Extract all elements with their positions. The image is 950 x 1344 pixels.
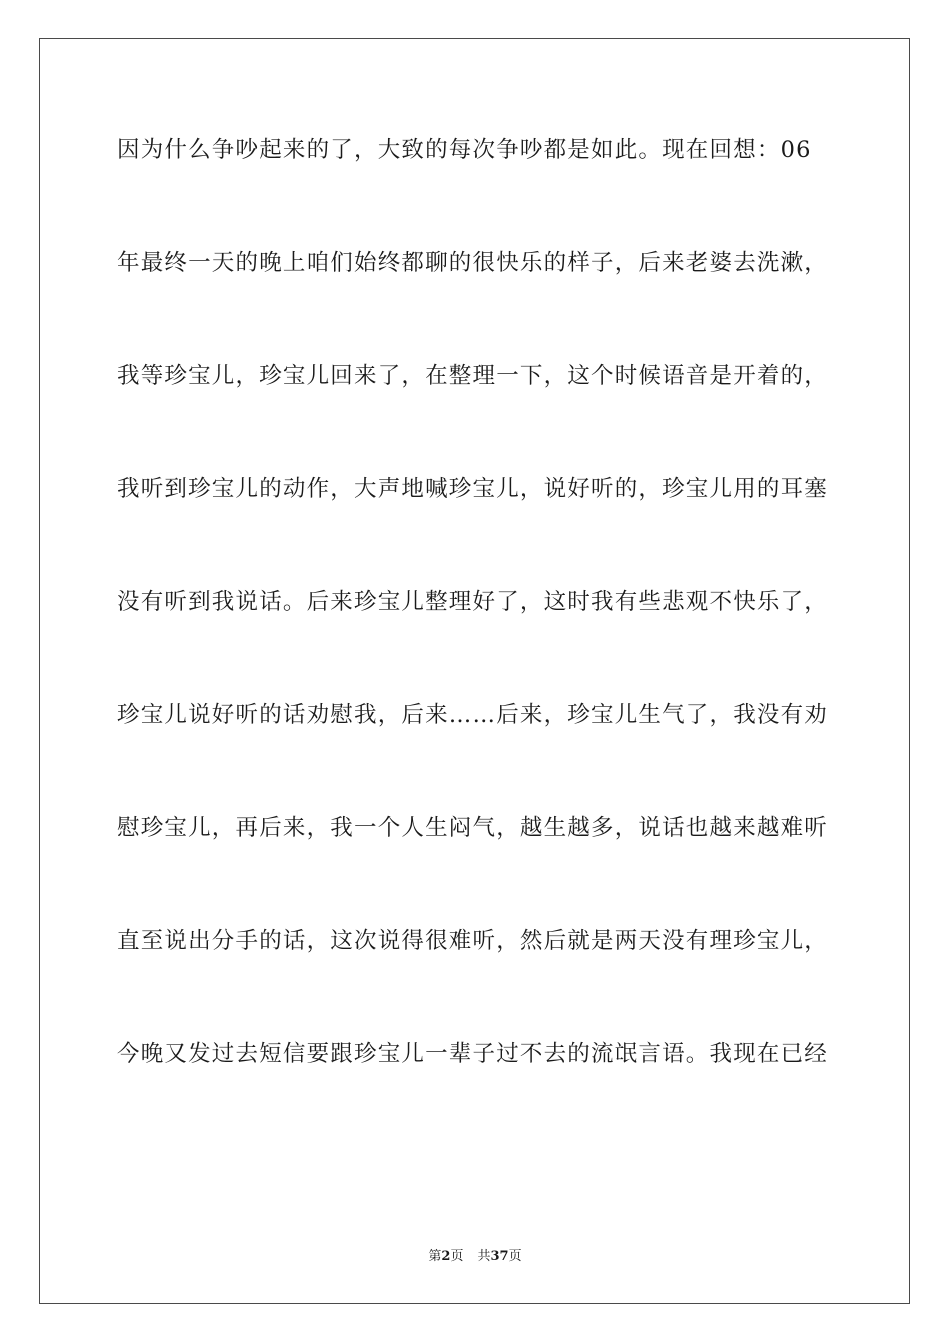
text-line-3: 我等珍宝儿，珍宝儿回来了，在整理一下，这个时候语音是开着的， — [117, 363, 829, 389]
total-suffix: 页 — [508, 1249, 522, 1264]
total-pages: 37 — [490, 1249, 509, 1264]
text-line-7: 慰珍宝儿，再后来，我一个人生闷气，越生越多，说话也越来越难听 — [117, 815, 829, 841]
page-number: 2 — [441, 1249, 451, 1264]
page-prefix: 第 — [428, 1249, 442, 1264]
page-suffix: 页 — [450, 1249, 464, 1264]
total-prefix: 共 — [477, 1249, 491, 1264]
text-line-8: 直至说出分手的话，这次说得很难听，然后就是两天没有理珍宝儿， — [117, 928, 829, 954]
page-border — [39, 38, 910, 1304]
text-line-6: 珍宝儿说好听的话劝慰我，后来……后来，珍宝儿生气了，我没有劝 — [117, 702, 829, 728]
text-line-9: 今晚又发过去短信要跟珍宝儿一辈子过不去的流氓言语。我现在已经 — [117, 1041, 829, 1067]
text-line-5: 没有听到我说话。后来珍宝儿整理好了，这时我有些悲观不快乐了， — [117, 589, 829, 615]
text-line-2: 年最终一天的晚上咱们始终都聊的很快乐的样子，后来老婆去洗漱， — [117, 250, 829, 276]
text-line-1: 因为什么争吵起来的了，大致的每次争吵都是如此。现在回想：06 — [117, 137, 812, 163]
text-line-4: 我听到珍宝儿的动作，大声地喊珍宝儿，说好听的，珍宝儿用的耳塞 — [117, 476, 829, 502]
page-footer — [0, 1248, 950, 1266]
